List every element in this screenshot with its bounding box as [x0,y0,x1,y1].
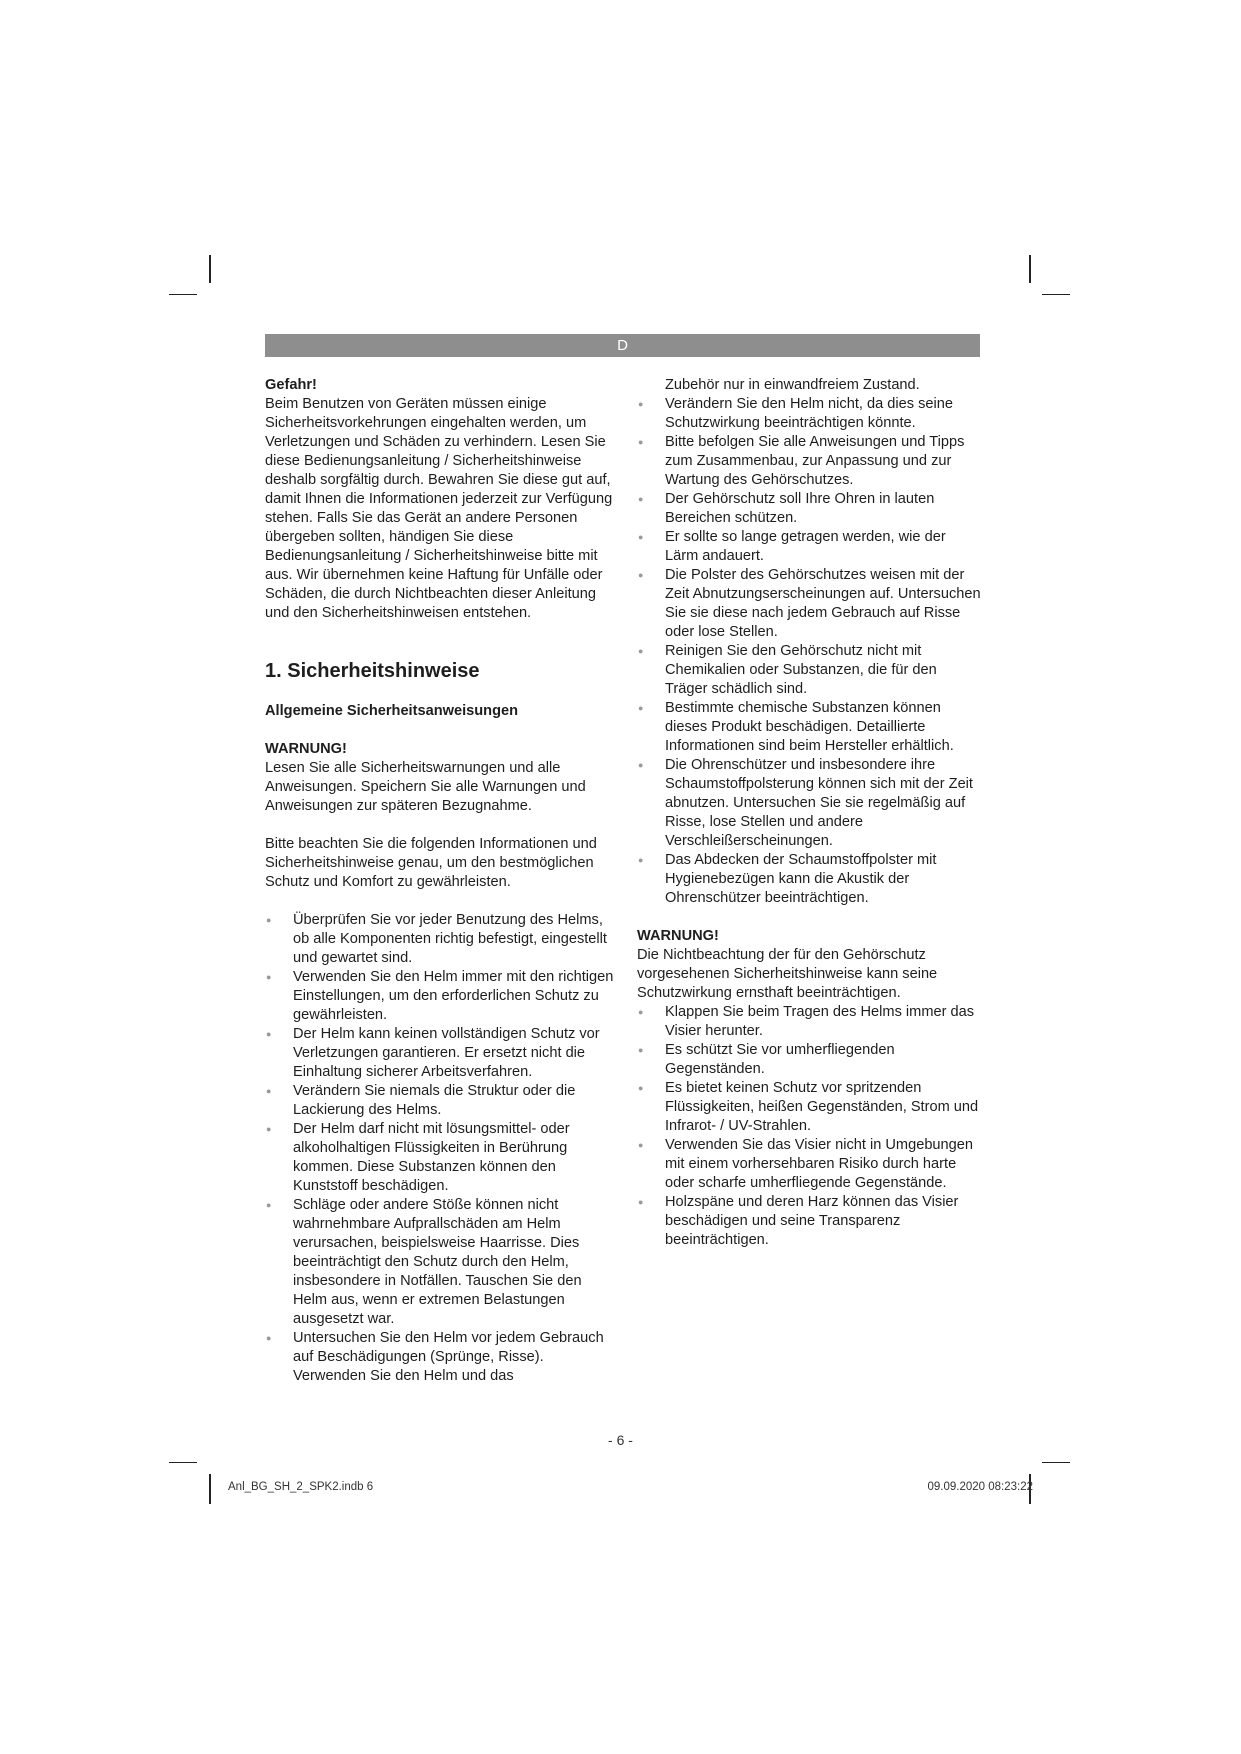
list-item: ● Untersuchen Sie den Helm vor jedem Gebrauch auf Beschädigungen (Sprünge, Risse). Verwenden Sie den Helm und das [265,1329,617,1386]
crop-mark-top-right-h [1042,294,1070,295]
list-item: ● Reinigen Sie den Gehörschutz nicht mit Chemikalien oder Substanzen, die für den Träger schädlich sind. [637,642,982,699]
list-item: ● Der Helm kann keinen vollständigen Schutz vor Verletzungen garantieren. Er ersetzt nicht die Einhaltung sicherer Arbeitsverfahren. [265,1025,617,1082]
page-number: - 6 - [608,1432,633,1448]
crop-mark-top-left-h [169,294,197,295]
left-column [265,376,617,1386]
warning-text: Lesen Sie alle Sicherheitswarnungen und alle Anweisungen. Speichern Sie alle Warnungen und Anweisungen zur späteren Bezugnahme. [265,760,586,814]
language-tab: D [265,334,980,357]
list-item: ● Verändern Sie den Helm nicht, da dies seine Schutzwirkung beeinträchtigen könnte. [637,395,982,433]
list-item: ● Die Ohrenschützer und insbesondere ihre Schaumstoffpolsterung können sich mit der Zeit abnutzen. Untersuchen Sie sie regelmäßig auf Risse, lose Stellen und andere Verschleißerscheinungen. [637,756,982,851]
danger-title: Gefahr! [265,377,317,393]
list-item: ● Das Abdecken der Schaumstoffpolster mit Hygienebezügen kann die Akustik der Ohrenschützer beeinträchtigen. [637,851,982,908]
list-item: ● Der Helm darf nicht mit lösungsmittel- oder alkoholhaltigen Flüssigkeiten in Berührung kommen. Diese Substanzen können den Kunststoff beschädigen. [265,1120,617,1196]
list-item: ● Überprüfen Sie vor jeder Benutzung des Helms, ob alle Komponenten richtig befestigt, eingestellt und gewartet sind. [265,911,617,968]
list-item: ● Bestimmte chemische Substanzen können dieses Produkt beschädigen. Detaillierte Informationen sind beim Hersteller erhältlich. [637,699,982,756]
list-item: ● Schläge oder andere Stöße können nicht wahrnehmbare Aufprallschäden am Helm verursachen, beispielsweise Haarrisse. Dies beeinträchtigt den Schutz durch den Helm, insbesondere in Notfällen. Tauschen Sie den Helm aus, wenn er extremen Belastungen ausgesetzt war. [265,1196,617,1329]
list-item: ● Verwenden Sie den Helm immer mit den richtigen Einstellungen, um den erforderlichen Schutz zu gewährleisten. [265,968,617,1025]
crop-mark-bottom-left-h [169,1462,197,1463]
list-item: ● Er sollte so lange getragen werden, wie der Lärm andauert. [637,528,982,566]
warning-title-right: WARNUNG! [637,928,719,944]
visor-list [637,1003,982,1250]
list-item: ● Holzspäne und deren Harz können das Visier beschädigen und seine Transparenz beeinträchtigen. [637,1193,982,1250]
list-item: ● Klappen Sie beim Tragen des Helms immer das Visier herunter. [637,1003,982,1041]
crop-mark-bottom-right-h [1042,1462,1070,1463]
crop-mark-top-right-v [1029,255,1031,283]
footer-file-name: Anl_BG_SH_2_SPK2.indb 6 [228,1481,374,1493]
footer-timestamp: 09.09.2020 08:23:22 [927,1481,1033,1493]
crop-mark-bottom-left-v [209,1474,211,1504]
danger-text: Beim Benutzen von Geräten müssen einige Sicherheitsvorkehrungen eingehalten werden, um Verletzungen und Schäden zu verhindern. Lesen Sie diese Bedienungsanleitung / Sicherheitshinweise deshalb sorgfältig durch. Bewahren Sie diese gut auf, damit Ihnen die Informationen jederzeit zur Verfügung stehen. Falls Sie das Gerät an andere Personen übergeben sollten, händigen Sie diese Bedienungsanleitung / Sicherheitshinweise bitte mit aus. Wir übernehmen keine Haftung für Unfälle oder Schäden, die durch Nichtbeachten dieser Anleitung und den Sicherheitshinweisen entstehen. [265,396,613,621]
warning-title: WARNUNG! [265,741,347,757]
crop-mark-top-left-v [209,255,211,283]
list-item: ● Bitte befolgen Sie alle Anweisungen und Tipps zum Zusammenbau, zur Anpassung und zur Wartung des Gehörschutzes. [637,433,982,490]
right-column [637,376,982,1250]
list-item: ● Es bietet keinen Schutz vor spritzenden Flüssigkeiten, heißen Gegenständen, Strom und Infrarot- / UV-Strahlen. [637,1079,982,1136]
list-item: ● Der Gehörschutz soll Ihre Ohren in lauten Bereichen schützen. [637,490,982,528]
continuation-text: Zubehör nur in einwandfreiem Zustand. [665,377,920,393]
list-item: ● Die Polster des Gehörschutzes weisen mit der Zeit Abnutzungserscheinungen auf. Untersuchen Sie sie diese nach jedem Gebrauch auf Risse oder lose Stellen. [637,566,982,642]
subheading: Allgemeine Sicherheitsanweisungen [265,703,519,719]
warning-text-right: Die Nichtbeachtung der für den Gehörschutz vorgesehenen Sicherheitshinweise kann seine Schutzwirkung ernsthaft beeinträchtigen. [637,947,938,1001]
list-item: ● Verändern Sie niemals die Struktur oder die Lackierung des Helms. [265,1082,617,1120]
section-title: 1. Sicherheitshinweise [265,660,480,682]
intro-text: Bitte beachten Sie die folgenden Informationen und Sicherheitshinweise genau, um den bestmöglichen Schutz und Komfort zu gewährleisten. [265,836,597,890]
hearing-protection-list [637,395,982,908]
list-item: ● Es schützt Sie vor umherfliegenden Gegenständen. [637,1041,982,1079]
helmet-safety-list [265,911,617,1386]
list-item: ● Verwenden Sie das Visier nicht in Umgebungen mit einem vorhersehbaren Risiko durch harte oder scharfe umherfliegende Gegenstände. [637,1136,982,1193]
